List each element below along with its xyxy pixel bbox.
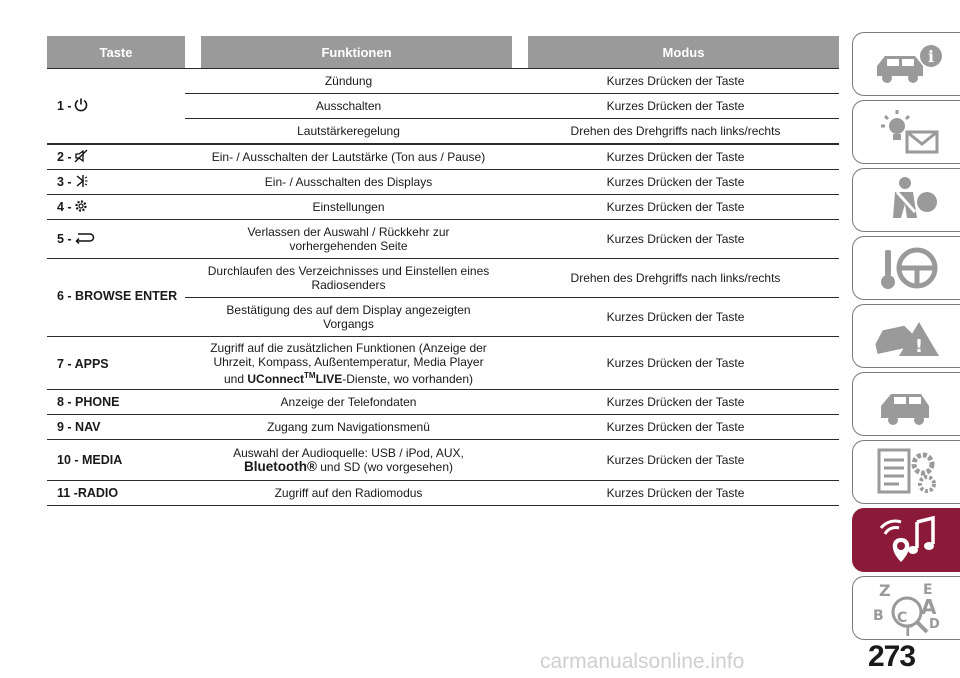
mute-icon: [73, 148, 89, 167]
car-info-icon: [867, 38, 947, 90]
svg-text:i: i: [927, 47, 934, 66]
key-4: 4 -: [47, 195, 185, 219]
table-group-1: [47, 68, 839, 144]
steering-wheel-key-icon: [867, 242, 947, 294]
key-6: 6 - BROWSE ENTER: [57, 289, 178, 303]
watermark: carmanualsonline.info: [540, 650, 745, 673]
svg-text:A: A: [920, 595, 936, 619]
display-icon: [73, 173, 89, 192]
table-row: Durchlaufen des Verzeichnisses und Einstellen eines Radiosenders Drehen des Drehgriffs nach links/rechts: [207, 264, 781, 292]
svg-text:B: B: [872, 608, 884, 624]
tab-safety[interactable]: [852, 168, 960, 232]
table-row: Ein- / Ausschalten der Lautstärke (Ton aus / Pause) Kurzes Drücken der Taste: [211, 150, 745, 164]
key-2: 2 -: [47, 145, 185, 169]
key-5: 5 -: [47, 220, 185, 258]
key-1: 1 -: [47, 69, 185, 143]
header-functions: Funktionen: [201, 36, 512, 68]
table-group-3: [47, 170, 839, 195]
table-row: Auswahl der Audioquelle: USB / iPod, AUX, Bluetooth® und SD (wo vorgesehen) Kurzes Drücken der Taste: [233, 446, 745, 474]
tab-starting-driving[interactable]: [852, 236, 960, 300]
table-row: Zugriff auf den Radiomodus Kurzes Drücken der Taste: [274, 486, 745, 500]
multimedia-nav-icon: [867, 514, 947, 566]
table-row: Zugriff auf die zusätzlichen Funktionen (Anzeige der Uhrzeit, Kompass, Außentemperatur, Media Player und UConnect™LIVE-Dienste, wo vorhanden) Kurzes Drücken der Taste: [210, 340, 745, 386]
button-functions-table: [47, 36, 839, 506]
table-group-10: [47, 440, 839, 481]
warning-lights-mail-icon: [867, 106, 947, 158]
table-header: [47, 36, 839, 68]
table-row: Ein- / Ausschalten des Displays Kurzes Drücken der Taste: [264, 175, 745, 189]
header-mode: Modus: [528, 36, 839, 68]
tab-car-info[interactable]: [852, 32, 960, 96]
key-3: 3 -: [47, 170, 185, 194]
table-row: Bestätigung des auf dem Display angezeigten Vorgangs Kurzes Drücken der Taste: [185, 297, 839, 336]
table-group-9: [47, 415, 839, 440]
svg-text:E: E: [922, 582, 933, 598]
table-group-6: [47, 259, 839, 337]
key-10: 10 - MEDIA: [57, 453, 123, 467]
list-gears-icon: [867, 446, 947, 498]
seatbelt-airbag-icon: [867, 174, 947, 226]
back-icon: [73, 231, 95, 248]
header-key: Taste: [47, 36, 185, 68]
table-row: Ausschalten Kurzes Drücken der Taste: [185, 93, 839, 118]
svg-text:D: D: [928, 617, 940, 632]
svg-text:Z: Z: [878, 581, 891, 600]
table-row: Einstellungen Kurzes Drücken der Taste: [312, 200, 745, 214]
table-group-8: [47, 390, 839, 415]
svg-text:C: C: [896, 610, 907, 626]
tab-warning-lights[interactable]: [852, 100, 960, 164]
page-number: 273: [868, 640, 916, 673]
car-accident-warning-icon: [867, 310, 947, 362]
table-group-4: [47, 195, 839, 220]
key-11: 11 -RADIO: [57, 486, 119, 500]
tab-technical-data[interactable]: [852, 440, 960, 504]
svg-text:!: !: [914, 336, 923, 357]
table-row: Zugang zum Navigationsmenü Kurzes Drücken der Taste: [267, 420, 745, 434]
table-row: Verlassen der Auswahl / Rückkehr zur vorhergehenden Seite Kurzes Drücken der Taste: [247, 225, 745, 253]
key-8: 8 - PHONE: [57, 395, 120, 409]
car-service-icon: [867, 378, 947, 430]
key-7: 7 - APPS: [57, 357, 109, 371]
table-group-7: [47, 337, 839, 390]
table-group-2: [47, 144, 839, 170]
alphabet-index-icon: [867, 580, 947, 636]
tab-multimedia[interactable]: [852, 508, 960, 572]
table-row: Zündung Kurzes Drücken der Taste: [324, 74, 745, 88]
tab-index[interactable]: [852, 576, 960, 640]
table-row: Lautstärkeregelung Drehen des Drehgriffs nach links/rechts: [185, 118, 839, 143]
table-group-5: [47, 220, 839, 259]
power-icon: [73, 97, 89, 116]
key-9: 9 - NAV: [57, 420, 101, 434]
settings-icon: [73, 198, 89, 217]
tab-emergency[interactable]: [852, 304, 960, 368]
tab-maintenance[interactable]: [852, 372, 960, 436]
table-group-11: [47, 481, 839, 506]
table-row: Anzeige der Telefondaten Kurzes Drücken der Taste: [280, 395, 745, 409]
svg-text:T: T: [902, 624, 913, 636]
